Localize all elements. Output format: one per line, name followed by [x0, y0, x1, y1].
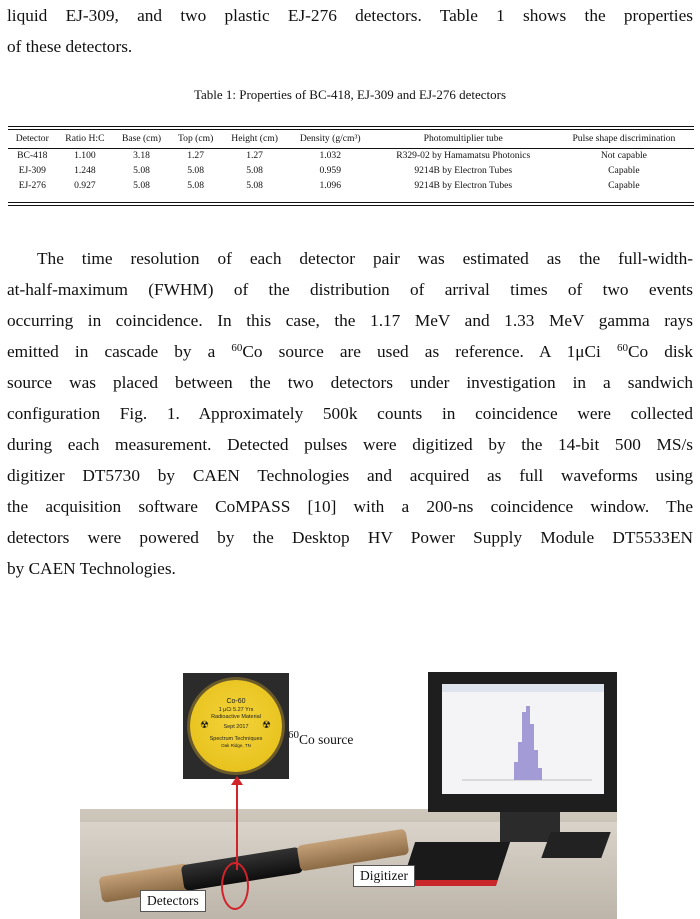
- cell: 3.18: [133, 150, 150, 161]
- body-line: occurring in coincidence. In this case, the 1.17 MeV and 1.33 MeV gamma rays: [7, 311, 693, 330]
- table-header-row: [8, 128, 694, 148]
- monitor-screen: [442, 684, 604, 794]
- body-line: during each measurement. Detected pulses were digitized by the 14-bit 500 MS/s: [7, 435, 693, 454]
- cell: 1.27: [187, 150, 205, 161]
- source-label-text: Co source: [299, 732, 354, 747]
- figure-photo: [80, 672, 617, 919]
- body-line: digitizer DT5730 by CAEN Technologies and acquired as full waveforms using: [7, 466, 693, 485]
- cell: 5.08: [187, 180, 205, 191]
- col-detector: Detector: [15, 132, 49, 144]
- body-paragraph: [7, 243, 693, 584]
- col-ratio: Ratio H:C: [65, 132, 105, 144]
- digitizer-device: [401, 842, 510, 886]
- table-row: [8, 163, 694, 178]
- radiation-icon: ☢: [200, 720, 209, 731]
- source-label: [288, 729, 354, 748]
- disk-text: 1 μCi 5.27 Yrs: [218, 707, 254, 713]
- superscript: 60: [288, 729, 299, 741]
- col-base: Base (cm): [121, 132, 162, 144]
- cell: 1.100: [74, 150, 96, 161]
- cell: 1.248: [74, 165, 96, 176]
- cell: 5.08: [187, 165, 205, 176]
- cell: 5.08: [133, 180, 150, 191]
- source-position-marker: [221, 862, 249, 910]
- cell: Capable: [608, 180, 640, 191]
- disk-text: Co-60: [226, 698, 246, 705]
- table-bottom-rule: [8, 202, 694, 206]
- body-line: by CAEN Technologies.: [7, 559, 176, 578]
- cell: EJ-276: [18, 180, 46, 191]
- cell: 1.096: [319, 180, 342, 191]
- keyboard: [541, 832, 610, 858]
- superscript: 60: [616, 342, 628, 354]
- text-run: Co source are used as reference. A 1μCi: [242, 342, 617, 361]
- superscript: 60: [231, 342, 243, 354]
- cell: 1.27: [246, 150, 263, 161]
- intro-paragraph: [7, 0, 693, 62]
- table-caption: Table 1: Properties of BC-418, EJ-309 and EJ-276 detectors: [193, 87, 507, 102]
- histogram-graphic: [462, 702, 592, 782]
- co60-disk-source: [190, 680, 282, 772]
- cell: 9214B by Electron Tubes: [414, 165, 513, 176]
- cell: 5.08: [133, 165, 150, 176]
- body-line: configuration Fig. 1. Approximately 500k counts in coincidence were collected: [7, 404, 693, 423]
- col-psd: Pulse shape discrimination: [572, 132, 676, 144]
- intro-line-2: of these detectors.: [7, 37, 133, 56]
- table-row: [8, 148, 694, 163]
- col-top: Top (cm): [177, 132, 214, 144]
- arrow-line: [236, 780, 238, 870]
- cell: 1.032: [319, 150, 342, 161]
- window-title-bar: [442, 684, 604, 692]
- body-line: the acquisition software CoMPASS [10] with a 200-ns coincidence window. The: [7, 497, 693, 516]
- detectors-label: Detectors: [140, 890, 206, 912]
- monitor: [428, 672, 617, 812]
- col-density: Density (g/cm³): [299, 132, 361, 144]
- body-line: at-half-maximum (FWHM) of the distribution of arrival times of two events: [7, 280, 693, 299]
- disk-text: Oak Ridge, TN: [221, 743, 251, 748]
- radiation-icon: ☢: [262, 720, 271, 731]
- cell: Capable: [608, 165, 640, 176]
- cell: 0.959: [319, 165, 342, 176]
- cell: 5.08: [246, 165, 263, 176]
- disk-text: Sept 2017: [223, 724, 249, 730]
- body-line: [7, 336, 693, 367]
- body-line: source was placed between the two detectors under investigation in a sandwich: [7, 373, 693, 392]
- cell: BC-418: [17, 150, 48, 161]
- body-line: detectors were powered by the Desktop HV Power Supply Module DT5533EN: [7, 528, 693, 547]
- disk-text: Radioactive Material: [211, 714, 261, 720]
- cell: 0.927: [74, 180, 96, 191]
- col-pmt: Photomultiplier tube: [423, 132, 503, 144]
- properties-table: [8, 128, 694, 193]
- text-run: emitted in cascade by a: [7, 342, 232, 361]
- cell: Not capable: [600, 150, 647, 161]
- col-height: Height (cm): [231, 132, 278, 144]
- cell: 5.08: [246, 180, 263, 191]
- cell: R329-02 by Hamamatsu Photonics: [396, 150, 531, 161]
- cell: 9214B by Electron Tubes: [414, 180, 513, 191]
- body-line: The time resolution of each detector pair was estimated as the full-width-: [37, 249, 693, 268]
- disk-text: Spectrum Techniques: [209, 736, 263, 742]
- text-run: Co disk: [627, 342, 694, 361]
- digitizer-label: Digitizer: [353, 865, 415, 887]
- intro-line-1: liquid EJ-309, and two plastic EJ-276 detectors. Table 1 shows the properties: [7, 6, 693, 25]
- cell: EJ-309: [18, 165, 46, 176]
- table-row: [8, 178, 694, 193]
